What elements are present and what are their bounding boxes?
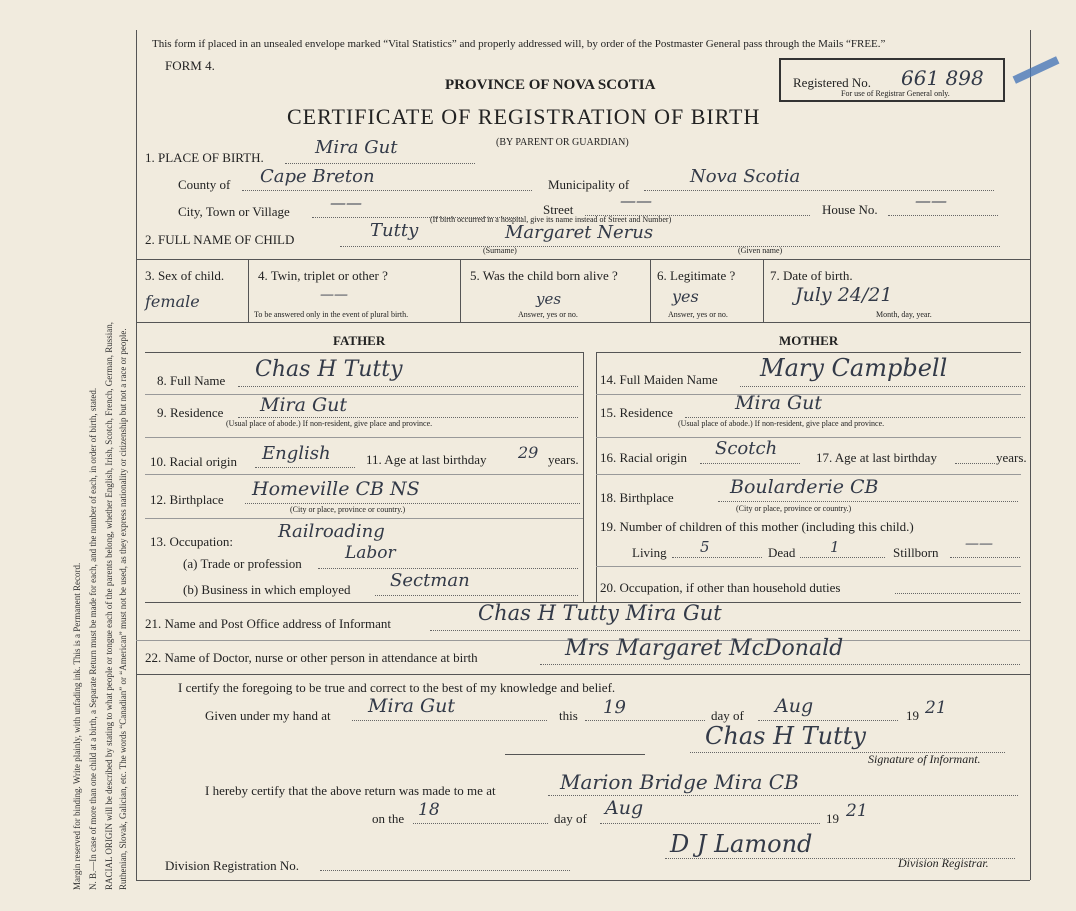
living-value: 5 [700, 538, 710, 556]
sex-value: female [145, 292, 200, 311]
registrar-on-label: on the [372, 811, 405, 826]
father-race-value: English [262, 443, 331, 464]
living-label: Living [632, 545, 667, 560]
hospital-note: (If birth occurred in a hospital, give its name instead of Street and Number) [430, 215, 672, 224]
dob-label: 7. Date of birth. [770, 268, 853, 283]
father-name-label: 8. Full Name [157, 373, 226, 388]
this-label: this [559, 708, 578, 723]
division-registrar-label: Division Registrar. [898, 856, 989, 870]
mother-occupation-label: 20. Occupation, if other than household duties [600, 580, 841, 595]
registrar-text: I hereby certify that the above return was made to me at [205, 783, 496, 798]
mother-heading: MOTHER [779, 333, 839, 348]
registered-number: 661 898 [901, 66, 984, 90]
twin-label: 4. Twin, triplet or other ? [258, 268, 388, 283]
registrar-month: Aug [605, 797, 644, 819]
county-value: Cape Breton [260, 166, 375, 187]
business-value: Sectman [390, 570, 470, 591]
municipality-value: Nova Scotia [690, 166, 801, 187]
mother-birthplace-label: 18. Birthplace [600, 490, 674, 505]
certify-year: 21 [925, 698, 947, 718]
side-note-1: Margin reserved for binding. Write plainly, with unfading ink. This is a Permanent Record. [72, 562, 82, 890]
house-value: —— [915, 191, 947, 210]
twin-value: —— [320, 287, 348, 303]
alive-label: 5. Was the child born alive ? [470, 268, 618, 283]
certify-day: 19 [603, 697, 626, 718]
alive-note: Answer, yes or no. [518, 310, 578, 319]
dead-label: Dead [768, 545, 796, 560]
child-name-label: 2. FULL NAME OF CHILD [145, 232, 295, 247]
certify-year-prefix: 19 [906, 708, 919, 723]
father-occupation-value: Railroading [278, 521, 385, 542]
mother-name-label: 14. Full Maiden Name [600, 372, 718, 387]
trade-value: Labor [345, 543, 396, 563]
legitimate-value: yes [672, 287, 699, 306]
registrar-year-prefix: 19 [826, 811, 839, 826]
form-number: FORM 4. [165, 58, 215, 73]
father-name-value: Chas H Tutty [255, 357, 403, 382]
father-birthplace-value: Homeville CB NS [252, 478, 420, 500]
father-residence-label: 9. Residence [157, 405, 224, 420]
side-note-4: Ruthenian, Slovak, Galician, etc. The words “Canadian” or “American” must not be used, as they express nationality or citizenship but not a race or people. [118, 328, 128, 890]
stillborn-label: Stillborn [893, 545, 939, 560]
place-value: Mira Gut [315, 137, 398, 158]
street-value: —— [620, 191, 652, 210]
municipality-label: Municipality of [548, 177, 630, 192]
side-note-3: RACIAL ORIGIN will be described by stating to what people or tongue each of the parents belong, whether English, Irish, Scotch, French, German, Russian, [104, 321, 114, 890]
dob-value: July 24/21 [795, 284, 893, 306]
registered-label: Registered No. [793, 75, 871, 90]
side-note-2: N. B.—In case of more than one child at a birth, a Separate Return must be made for each, and the number of each, in order of birth, stated. [88, 387, 98, 890]
father-occupation-label: 13. Occupation: [150, 534, 234, 549]
informant-value: Chas H Tutty Mira Gut [478, 601, 722, 625]
child-given-name: Margaret Nerus [505, 222, 654, 243]
trade-label: (a) Trade or profession [183, 556, 302, 571]
father-residence-value: Mira Gut [260, 394, 348, 416]
informant-label: 21. Name and Post Office address of Informant [145, 616, 391, 631]
children-label: 19. Number of children of this mother (including this child.) [600, 519, 914, 534]
city-label: City, Town or Village [178, 204, 290, 219]
father-race-label: 10. Racial origin [150, 454, 238, 469]
mail-note: This form if placed in an unsealed envelope marked “Vital Statistics” and properly addressed will, by order of the Postmaster General pass through the Mails “FREE.” [152, 38, 886, 50]
certify-text: I certify the foregoing to be true and correct to the best of my knowledge and belief. [178, 680, 616, 695]
registered-box [779, 58, 1005, 102]
twin-note: To be answered only in the event of plural birth. [254, 310, 409, 319]
legitimate-note: Answer, yes or no. [668, 310, 728, 319]
mother-residence-note: (Usual place of abode.) If non-resident, give place and province. [678, 419, 885, 428]
mother-birthplace-value: Boularderie CB [730, 476, 879, 498]
mother-race-value: Scotch [715, 438, 778, 459]
mother-name-value: Mary Campbell [760, 354, 948, 382]
mother-age-unit: years. [996, 450, 1027, 465]
mother-age-label: 17. Age at last birthday [816, 450, 937, 465]
father-heading: FATHER [333, 333, 386, 348]
mother-race-label: 16. Racial origin [600, 450, 688, 465]
surname-note: (Surname) [483, 246, 517, 255]
mother-residence-value: Mira Gut [735, 392, 823, 414]
page-title: CERTIFICATE OF REGISTRATION OF BIRTH [287, 104, 761, 129]
legitimate-label: 6. Legitimate ? [657, 268, 736, 283]
given-label: Given under my hand at [205, 708, 331, 723]
mother-residence-label: 15. Residence [600, 405, 673, 420]
doctor-value: Mrs Margaret McDonald [565, 636, 844, 661]
stillborn-value: —— [965, 536, 993, 552]
page-subtitle: (BY PARENT OR GUARDIAN) [496, 137, 629, 148]
division-registration-label: Division Registration No. [165, 858, 299, 873]
father-residence-note: (Usual place of abode.) If non-resident, give place and province. [226, 419, 433, 428]
business-label: (b) Business in which employed [183, 582, 351, 597]
informant-signature-label: Signature of Informant. [868, 752, 981, 766]
dead-value: 1 [830, 538, 840, 556]
given-name-note: (Given name) [738, 246, 783, 255]
child-surname: Tutty [370, 220, 419, 241]
county-label: County of [178, 177, 231, 192]
father-age-unit: years. [548, 452, 579, 467]
street-label: Street [543, 202, 574, 217]
registrar-day-label: day of [554, 811, 587, 826]
mother-birthplace-note: (City or place, province or country.) [736, 504, 852, 513]
city-value: —— [330, 193, 362, 212]
registrar-year: 21 [846, 801, 868, 821]
dob-note: Month, day, year. [876, 310, 932, 319]
place-label: 1. PLACE OF BIRTH. [145, 150, 264, 165]
father-age-label: 11. Age at last birthday [366, 452, 487, 467]
informant-signature: Chas H Tutty [705, 722, 866, 750]
father-birthplace-label: 12. Birthplace [150, 492, 224, 507]
father-birthplace-note: (City or place, province or country.) [290, 505, 406, 514]
blue-ink-mark [1013, 56, 1060, 84]
registrar-place: Marion Bridge Mira CB [560, 770, 799, 794]
registrar-day: 18 [418, 800, 440, 820]
province-heading: PROVINCE OF NOVA SCOTIA [445, 77, 656, 93]
certify-day-label: day of [711, 708, 744, 723]
certify-month: Aug [775, 695, 814, 717]
doctor-label: 22. Name of Doctor, nurse or other person in attendance at birth [145, 650, 478, 665]
father-age-value: 29 [518, 443, 539, 462]
house-label: House No. [822, 202, 878, 217]
registrar-use-note: For use of Registrar General only. [841, 89, 950, 98]
registrar-signature: D J Lamond [670, 830, 813, 858]
alive-value: yes [536, 290, 562, 308]
given-place: Mira Gut [368, 695, 456, 717]
sex-label: 3. Sex of child. [145, 268, 225, 283]
